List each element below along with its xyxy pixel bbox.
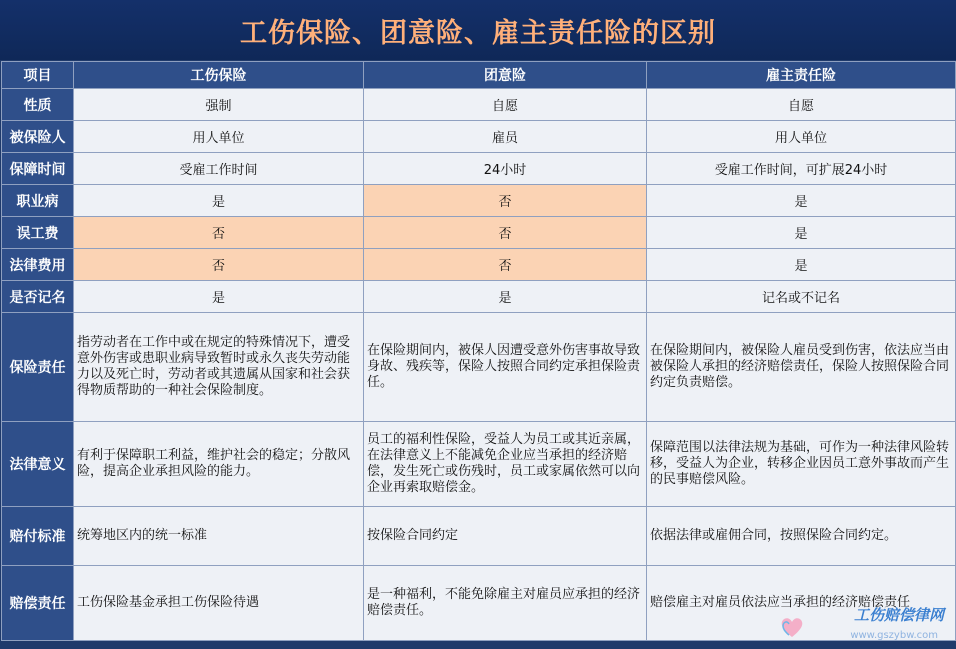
table-cell: 赔偿雇主对雇员依法应当承担的经济赔偿责任 <box>647 566 956 641</box>
table-cell: 用人单位 <box>74 121 364 153</box>
table-cell: 指劳动者在工作中或在规定的特殊情况下，遭受意外伤害或患职业病导致暂时或永久丧失劳动能力以及死亡时，劳动者或其遗属从国家和社会获得物质帮助的一种社会保险制度。 <box>74 313 364 422</box>
row-label: 赔付标准 <box>2 507 74 566</box>
table-cell: 是 <box>74 281 364 313</box>
table-cell-highlighted: 否 <box>74 249 364 281</box>
table-cell: 在保险期间内，被保人因遭受意外伤害事故导致身故、残疾等，保险人按照合同约定承担保险责任。 <box>364 313 647 422</box>
table-cell: 记名或不记名 <box>647 281 956 313</box>
table-cell: 按保险合同约定 <box>364 507 647 566</box>
table-cell: 是 <box>364 281 647 313</box>
table-cell: 24小时 <box>364 153 647 185</box>
table-cell: 员工的福利性保险，受益人为员工或其近亲属，在法律意义上不能减免企业应当承担的经济赔偿，发生死亡或伤残时，员工或家属依然可以向企业再索取赔偿金。 <box>364 422 647 507</box>
row-label: 法律意义 <box>2 422 74 507</box>
row-label: 赔偿责任 <box>2 566 74 641</box>
table-row <box>2 217 956 249</box>
header-item: 项目 <box>2 62 74 89</box>
header-work-injury: 工伤保险 <box>74 62 364 89</box>
table-cell: 自愿 <box>364 89 647 121</box>
table-cell: 是 <box>647 249 956 281</box>
table-row <box>2 422 956 507</box>
table-header-row <box>2 62 956 89</box>
heart-logo-icon <box>778 615 806 639</box>
table-cell: 工伤保险基金承担工伤保险待遇 <box>74 566 364 641</box>
table-cell: 在保险期间内，被保险人雇员受到伤害，依法应当由被保险人承担的经济赔偿责任，保险人按照保险合同约定负责赔偿。 <box>647 313 956 422</box>
table-cell: 是 <box>647 217 956 249</box>
table-row <box>2 313 956 422</box>
row-label: 是否记名 <box>2 281 74 313</box>
table-row <box>2 249 956 281</box>
header-employer-liability: 雇主责任险 <box>647 62 956 89</box>
row-label: 保险责任 <box>2 313 74 422</box>
table-cell: 受雇工作时间 <box>74 153 364 185</box>
row-label: 性质 <box>2 89 74 121</box>
page-title: 工伤保险、团意险、雇主责任险的区别 <box>0 0 956 60</box>
table-cell: 强制 <box>74 89 364 121</box>
table-cell-highlighted: 否 <box>74 217 364 249</box>
row-label: 保障时间 <box>2 153 74 185</box>
row-label: 被保险人 <box>2 121 74 153</box>
watermark <box>778 606 948 643</box>
table-cell-highlighted: 否 <box>364 249 647 281</box>
table-cell-highlighted: 否 <box>364 217 647 249</box>
table-cell: 有利于保障职工利益，维护社会的稳定；分散风险，提高企业承担风险的能力。 <box>74 422 364 507</box>
watermark-text: 工伤赔偿律网 <box>853 606 944 624</box>
table-cell: 自愿 <box>647 89 956 121</box>
table-cell: 用人单位 <box>647 121 956 153</box>
table-cell: 是一种福利，不能免除雇主对雇员应承担的经济赔偿责任。 <box>364 566 647 641</box>
comparison-table <box>1 61 956 641</box>
table-cell: 雇员 <box>364 121 647 153</box>
table-cell: 是 <box>647 185 956 217</box>
table-row <box>2 185 956 217</box>
table-row <box>2 89 956 121</box>
table-cell: 受雇工作时间，可扩展24小时 <box>647 153 956 185</box>
table-row <box>2 507 956 566</box>
row-label: 法律费用 <box>2 249 74 281</box>
table-cell: 统筹地区内的统一标准 <box>74 507 364 566</box>
table-row <box>2 153 956 185</box>
table-cell: 依据法律或雇佣合同，按照保险合同约定。 <box>647 507 956 566</box>
table-cell-highlighted: 否 <box>364 185 647 217</box>
table-cell: 是 <box>74 185 364 217</box>
watermark-url: www.gszybw.com <box>850 630 938 641</box>
row-label: 误工费 <box>2 217 74 249</box>
row-label: 职业病 <box>2 185 74 217</box>
table-cell: 保障范围以法律法规为基础，可作为一种法律风险转移，受益人为企业，转移企业因员工意外事故而产生的民事赔偿风险。 <box>647 422 956 507</box>
table-row <box>2 121 956 153</box>
table-row <box>2 281 956 313</box>
header-group-accident: 团意险 <box>364 62 647 89</box>
